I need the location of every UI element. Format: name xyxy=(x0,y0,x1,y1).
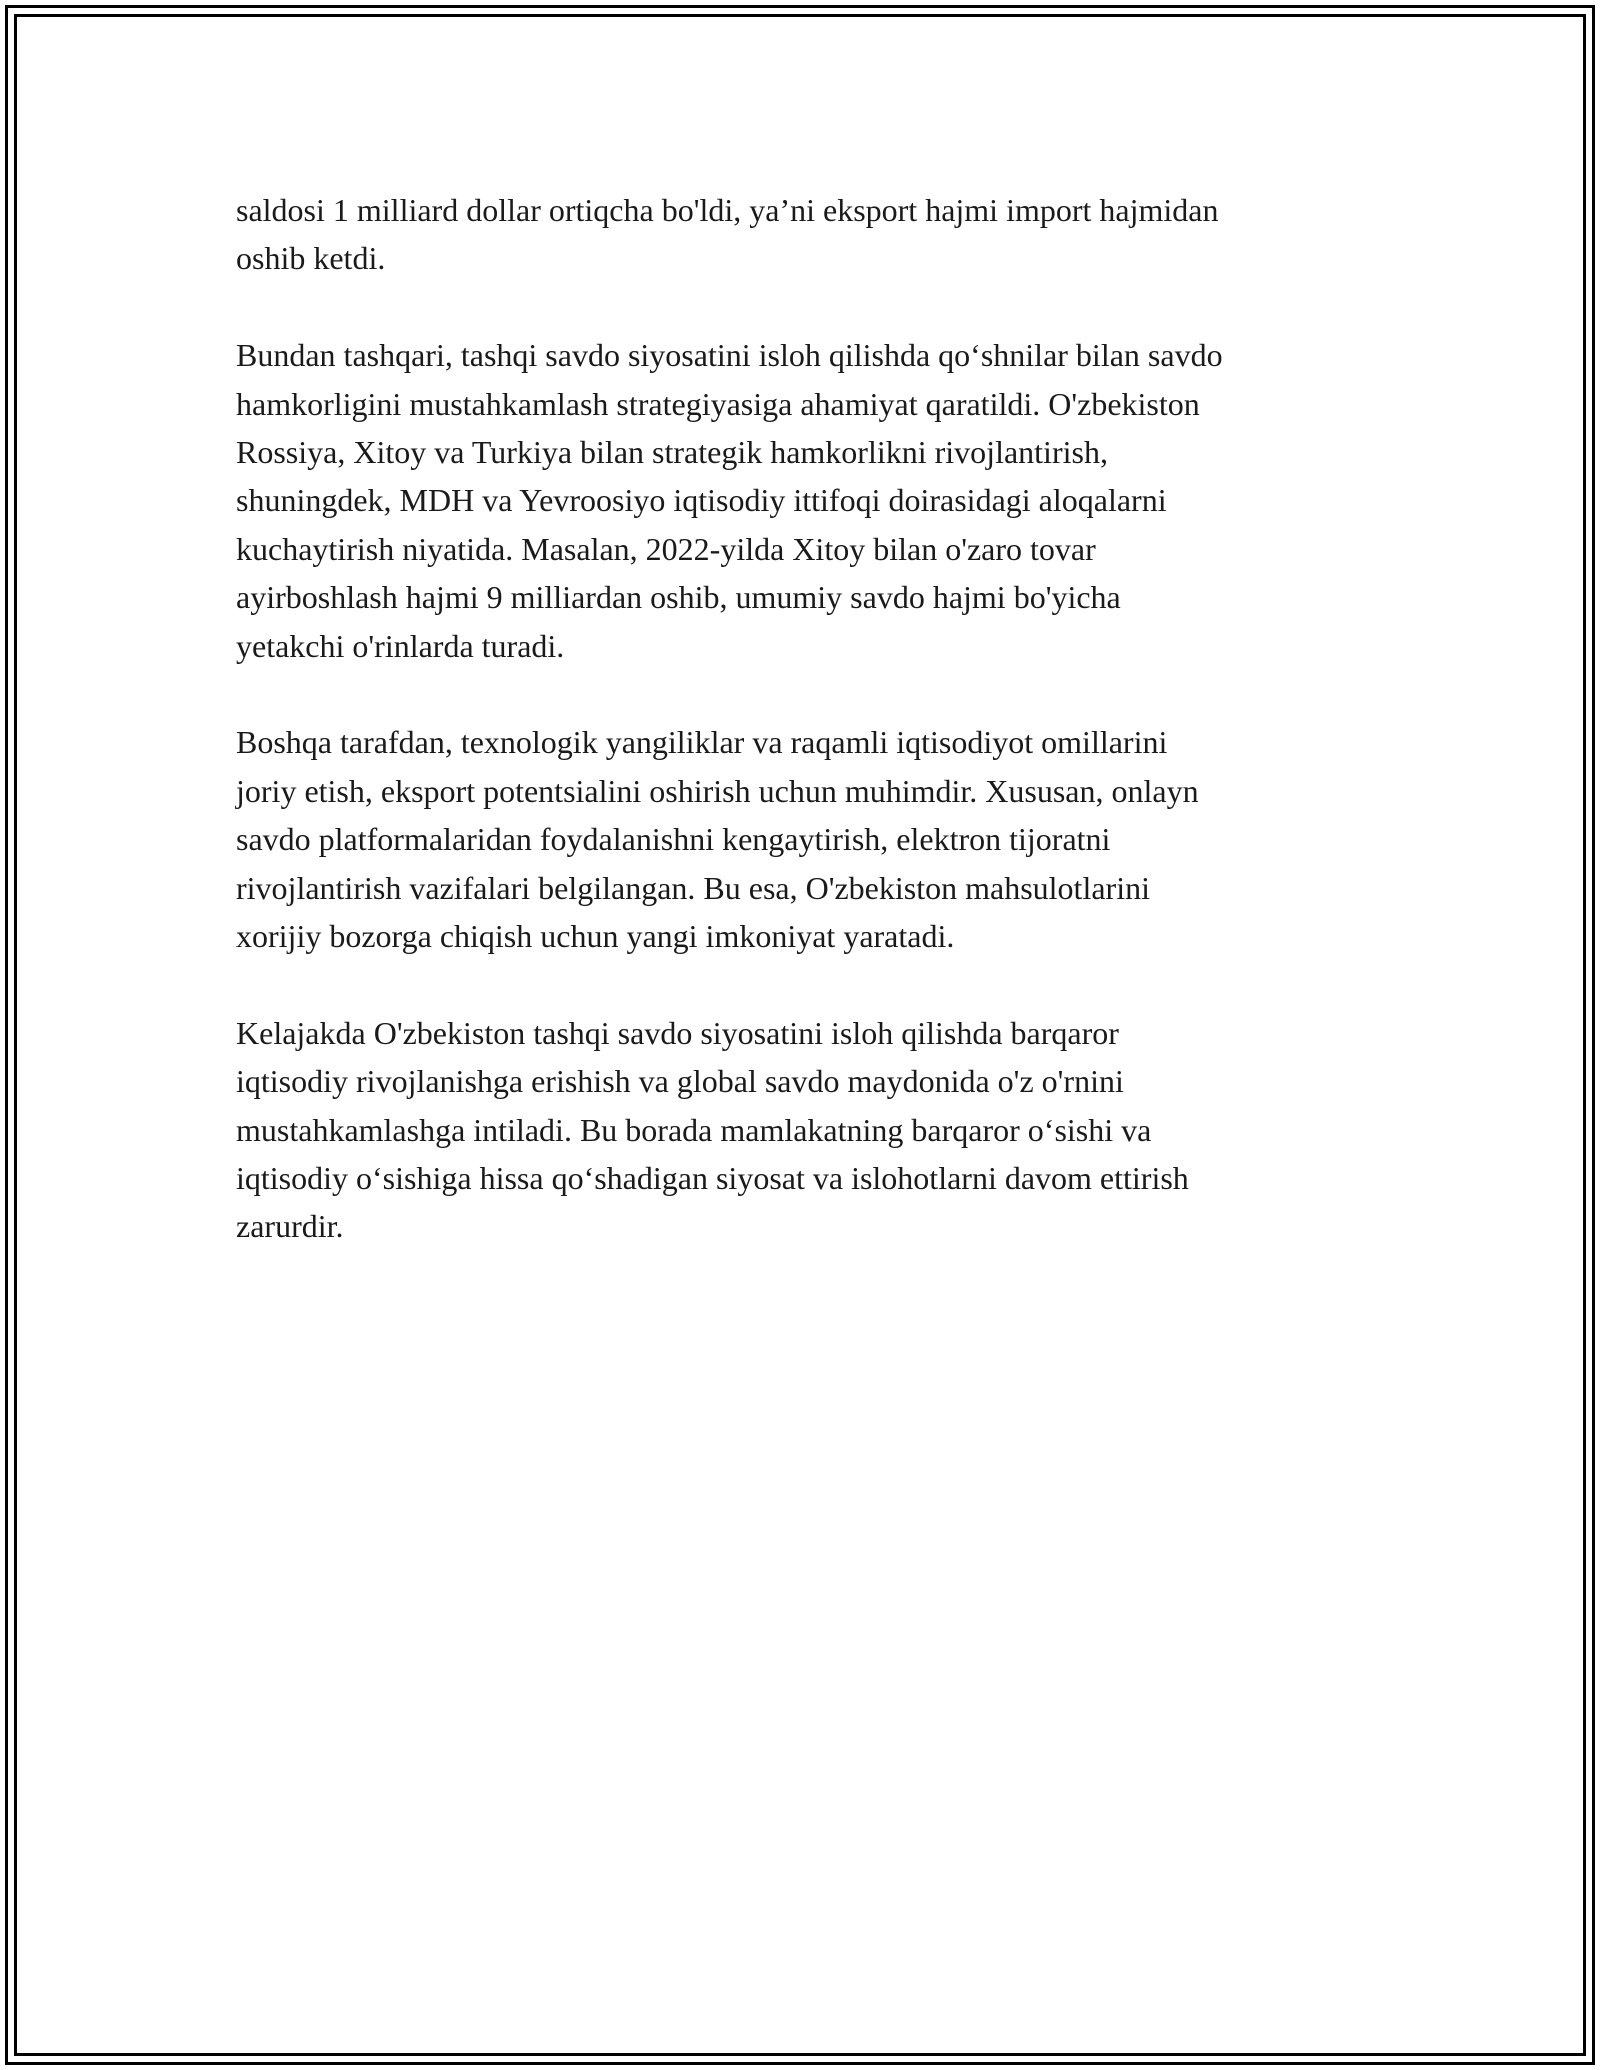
paragraph-line: Kelajakda O'zbekiston tashqi savdo siyosatini isloh qilishda barqaror xyxy=(236,1014,1119,1051)
paragraph-1 xyxy=(236,186,1396,283)
paragraph-line: zarurdir. xyxy=(236,1208,344,1245)
document-body xyxy=(236,186,1396,1299)
paragraph-line: ayirboshlash hajmi 9 milliardan oshib, umumiy savdo hajmi bo'yicha xyxy=(236,579,1121,616)
paragraph-line: hamkorligini mustahkamlash strategiyasiga ahamiyat qaratildi. O'zbekiston xyxy=(236,385,1200,422)
paragraph-line: oshib ketdi. xyxy=(236,240,386,277)
paragraph-line: mustahkamlashga intiladi. Bu borada mamlakatning barqaror o‘sishi va xyxy=(236,1111,1152,1148)
paragraph-line: Bundan tashqari, tashqi savdo siyosatini isloh qilishda qo‘shnilar bilan savdo xyxy=(236,337,1223,374)
paragraph-line: savdo platformalaridan foydalanishni kengaytirish, elektron tijoratni xyxy=(236,821,1111,858)
paragraph-3 xyxy=(236,718,1396,960)
paragraph-line: kuchaytirish niyatida. Masalan, 2022-yilda Xitoy bilan o'zaro tovar xyxy=(236,530,1096,567)
paragraph-line: Rossiya, Xitoy va Turkiya bilan strategik hamkorlikni rivojlantirish, xyxy=(236,434,1108,471)
paragraph-line: yetakchi o'rinlarda turadi. xyxy=(236,627,565,664)
paragraph-2 xyxy=(236,331,1396,670)
paragraph-line: xorijiy bozorga chiqish uchun yangi imkoniyat yaratadi. xyxy=(236,918,955,955)
paragraph-line: Boshqa tarafdan, texnologik yangiliklar va raqamli iqtisodiyot omillarini xyxy=(236,724,1168,761)
paragraph-line: rivojlantirish vazifalari belgilangan. Bu esa, O'zbekiston mahsulotlarini xyxy=(236,869,1150,906)
paragraph-line: iqtisodiy o‘sishiga hissa qo‘shadigan siyosat va islohotlarni davom ettirish xyxy=(236,1160,1189,1197)
paragraph-line: shuningdek, MDH va Yevroosiyo iqtisodiy ittifoqi doirasidagi aloqalarni xyxy=(236,482,1167,519)
paragraph-line: saldosi 1 milliard dollar ortiqcha bo'ldi, ya’ni eksport hajmi import hajmidan xyxy=(236,192,1219,228)
paragraph-4 xyxy=(236,1009,1396,1251)
paragraph-line: joriy etish, eksport potentsialini oshirish uchun muhimdir. Xususan, onlayn xyxy=(236,772,1199,809)
paragraph-line: iqtisodiy rivojlanishga erishish va global savdo maydonida o'z o'rnini xyxy=(236,1063,1124,1100)
